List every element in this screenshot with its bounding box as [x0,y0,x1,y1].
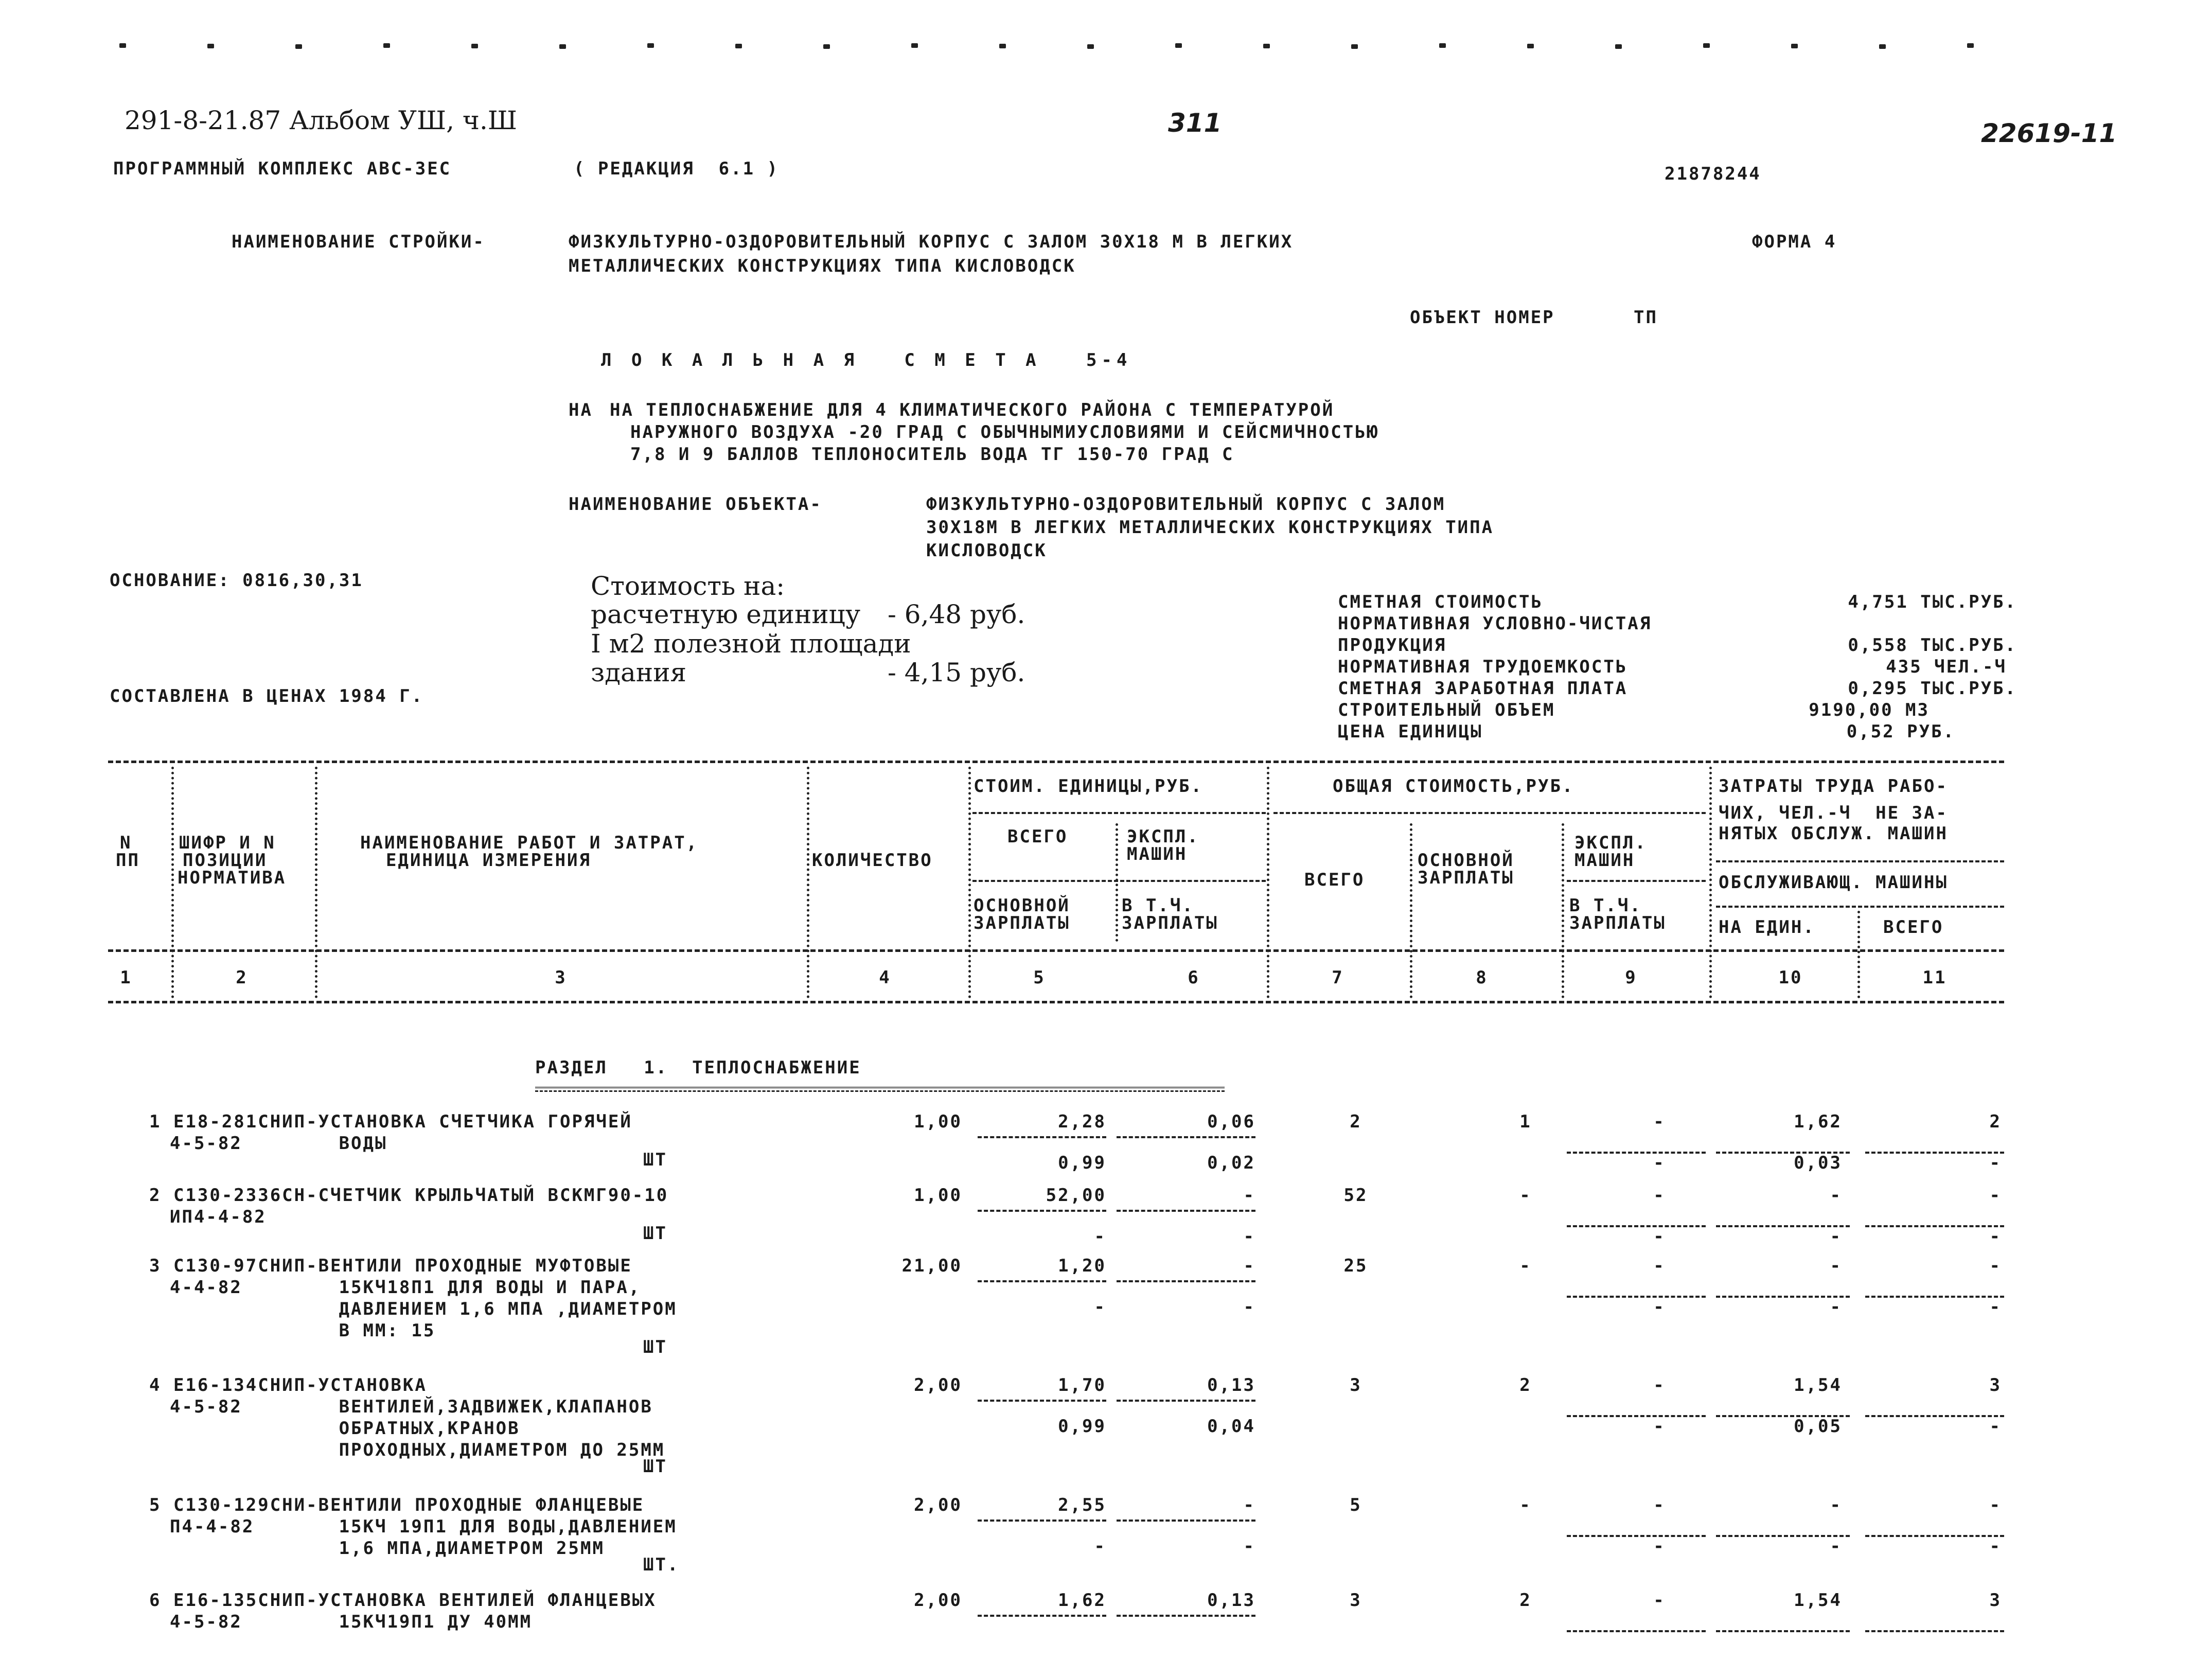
album-reference: 291-8-21.87 Альбом УШ, ч.Ш [125,105,517,135]
row-total-machines: - [1653,1256,1666,1276]
page-number: 311 [1168,108,1222,138]
scan-dot [1527,44,1534,48]
row-title: 4 Е16-134СНИП-УСТАНОВКА [149,1375,427,1396]
object-name-3: КИСЛОВОДСК [926,540,1047,561]
row-labor-machines-total: - [1989,1153,2002,1173]
col-separator [1857,911,1860,998]
row-total-wage: 2 [1519,1590,1532,1611]
row-labor-per-unit: - [1830,1256,1842,1276]
summary-value: 435 ЧЕЛ.-Ч [1886,657,2007,677]
row-unit: ШТ [643,1456,667,1477]
row-labor-per-unit: - [1830,1185,1842,1206]
row-unit: ШТ. [643,1555,680,1575]
row-title: 3 С130-97СНИП-ВЕНТИЛИ ПРОХОДНЫЕ МУФТОВЫЕ [149,1256,632,1276]
head-total-incl-1: В Т.Ч. [1569,895,1642,916]
rule [972,812,1266,814]
row-unit-machines: 0,06 [1207,1111,1255,1132]
cost-note-title: Стоимость на: [591,571,785,601]
row-unit-wage: 0,99 [1058,1416,1106,1437]
row-labor-machines-total: - [1989,1297,2002,1317]
cell-rule [1117,1520,1255,1522]
row-subtitle: ОБРАТНЫХ,КРАНОВ [170,1418,520,1439]
scan-dot [911,43,918,48]
head-labor-1: ЗАТРАТЫ ТРУДА РАБО- [1719,776,1948,797]
col-separator [171,767,174,998]
row-title: 2 С130-2336СН-СЧЕТЧИК КРЫЛЬЧАТЫЙ ВСКМГ90-10 [149,1185,669,1206]
price-year: СОСТАВЛЕНА В ЦЕНАХ 1984 Г. [110,686,424,706]
row-title: 5 С130-129СНИ-ВЕНТИЛИ ПРОХОДНЫЕ ФЛАНЦЕВЫЕ [149,1495,645,1515]
sheet-code: 22619-11 [1981,118,2117,148]
row-labor-total: 3 [1989,1375,2002,1396]
summary-value: 0,52 РУБ. [1846,721,1955,742]
cell-rule [978,1136,1106,1138]
row-unit-cost: 2,55 [1058,1495,1106,1515]
row-total-incl-wage: - [1653,1297,1666,1317]
head-n: N [120,833,132,853]
row-total-machines: - [1653,1111,1666,1132]
row-labor-total: - [1989,1185,2002,1206]
scan-dot [999,44,1006,48]
row-labor-machines-total: - [1989,1536,2002,1557]
scan-dot [1615,44,1622,49]
cell-rule [1117,1615,1255,1617]
row-unit-cost: 52,00 [1046,1185,1106,1206]
row-quantity: 2,00 [914,1590,962,1611]
cost-note-building-label: здания [591,658,687,687]
head-labor-4: ОБСЛУЖИВАЮЩ. МАШИНЫ [1719,872,1948,893]
row-total-machines: - [1653,1590,1666,1611]
cost-note-unit-value: - 6,48 руб. [888,599,1025,629]
cell-rule [978,1210,1106,1212]
object-number-label: ОБЪЕКТ НОМЕР [1410,307,1555,328]
row-unit-wage: - [1094,1536,1106,1557]
column-number: 3 [555,967,567,988]
scan-dot [1087,44,1094,49]
cell-rule [1117,1280,1255,1282]
program-edition: ( РЕДАКЦИЯ 6.1 ) [574,158,779,179]
row-labor-per-unit: 1,54 [1794,1590,1842,1611]
column-number: 10 [1778,967,1803,988]
row-labor-total: 2 [1989,1111,2002,1132]
head-unit-incl-1: В Т.Ч. [1122,895,1194,916]
summary-label: СМЕТНАЯ ЗАРАБОТНАЯ ПЛАТА [1338,678,1628,699]
summary-label: НОРМАТИВНАЯ УСЛОВНО-ЧИСТАЯ [1338,613,1652,634]
cell-rule [1716,1630,1850,1632]
row-subtitle: ДАВЛЕНИЕМ 1,6 МПА ,ДИАМЕТРОМ [170,1299,677,1319]
row-unit-incl-wage: 0,04 [1207,1416,1255,1437]
row-quantity: 21,00 [901,1256,962,1276]
row-unit-cost: 2,28 [1058,1111,1106,1132]
row-labor-machines-unit: 0,05 [1794,1416,1842,1437]
row-total-incl-wage: - [1653,1153,1666,1173]
head-unit-machines-2: МАШИН [1127,844,1188,864]
scan-dot [647,43,654,48]
row-subtitle: П4-4-82 15КЧ 19П1 ДЛЯ ВОДЫ,ДАВЛЕНИЕМ [170,1516,677,1537]
row-labor-machines-total: - [1989,1416,2002,1437]
scan-dot [1703,43,1710,48]
cell-rule [978,1400,1106,1402]
head-total-wage-1: ОСНОВНОЙ [1418,850,1514,871]
row-total-machines: - [1653,1185,1666,1206]
document-id: 21878244 [1665,164,1761,184]
col-separator [1709,767,1712,998]
head-unit-incl-2: ЗАРПЛАТЫ [1122,913,1218,933]
head-unit-machines-1: ЭКСПЛ. [1127,826,1199,847]
row-total-wage: - [1519,1256,1532,1276]
rule [972,880,1266,882]
cost-note-unit-label: расчетную единицу [591,599,861,629]
scan-dot [735,44,742,48]
row-total-incl-wage: - [1653,1536,1666,1557]
scan-dot [1263,44,1270,48]
row-unit-wage: - [1094,1297,1106,1317]
estimate-na-label: НА [569,400,593,420]
project-line-1: ФИЗКУЛЬТУРНО-ОЗДОРОВИТЕЛЬНЫЙ КОРПУС С ЗАЛОМ 30Х18 М В ЛЕГКИХ [569,232,1294,252]
row-total-incl-wage: - [1653,1416,1666,1437]
scan-dot [1175,43,1182,48]
row-quantity: 2,00 [914,1495,962,1515]
row-total-cost: 5 [1350,1495,1362,1515]
summary-label: НОРМАТИВНАЯ ТРУДОЕМКОСТЬ [1338,657,1628,677]
cost-note-area-label: I м2 полезной площади [591,629,911,659]
scan-dot [1791,44,1798,48]
summary-value: 0,558 ТЫС.РУБ. [1848,635,2017,656]
summary-value: 9190,00 М3 [1809,700,1930,720]
head-unit-wage-1: ОСНОВНОЙ [974,895,1070,916]
rule [108,761,2004,763]
cost-note-building-value: - 4,15 руб. [888,658,1025,687]
scan-dot [1879,44,1886,49]
cell-rule [978,1520,1106,1522]
row-unit-machines: 0,13 [1207,1375,1255,1396]
row-title: 6 Е16-135СНИП-УСТАНОВКА ВЕНТИЛЕЙ ФЛАНЦЕВЫХ [149,1590,657,1611]
row-unit-cost: 1,20 [1058,1256,1106,1276]
column-number: 6 [1188,967,1200,988]
row-labor-per-unit: 1,54 [1794,1375,1842,1396]
object-name-2: 30Х18М В ЛЕГКИХ МЕТАЛЛИЧЕСКИХ КОНСТРУКЦИЯХ ТИПА [926,517,1494,538]
project-line-2: МЕТАЛЛИЧЕСКИХ КОНСТРУКЦИЯХ ТИПА КИСЛОВОДСК [569,256,1076,276]
row-total-cost: 2 [1350,1111,1362,1132]
row-total-machines: - [1653,1495,1666,1515]
row-unit: ШТ [643,1223,667,1244]
row-labor-per-unit: 1,62 [1794,1111,1842,1132]
summary-label: СМЕТНАЯ СТОИМОСТЬ [1338,592,1543,612]
column-number: 4 [879,967,891,988]
row-unit-incl-wage: 0,02 [1207,1153,1255,1173]
scan-dot [471,44,478,48]
row-labor-machines-unit: 0,03 [1794,1153,1842,1173]
head-code-3: НОРМАТИВА [178,868,287,888]
row-unit-cost: 1,62 [1058,1590,1106,1611]
row-unit-machines: - [1243,1185,1255,1206]
row-subtitle: ИП4-4-82 [170,1207,267,1227]
row-subtitle: 4-5-82 ВЕНТИЛЕЙ,ЗАДВИЖЕК,КЛАПАНОВ [170,1397,653,1417]
column-number: 7 [1332,967,1344,988]
cell-rule [1865,1630,2004,1632]
summary-label: ЦЕНА ЕДИНИЦЫ [1338,721,1483,742]
row-unit-wage: - [1094,1226,1106,1247]
column-number: 1 [120,967,132,988]
head-name-1: НАИМЕНОВАНИЕ РАБОТ И ЗАТРАТ, [360,833,699,853]
row-total-cost: 25 [1343,1256,1368,1276]
cell-rule [1117,1136,1255,1138]
estimate-desc-3: 7,8 И 9 БАЛЛОВ ТЕПЛОНОСИТЕЛЬ ВОДА ТГ 150-70 ГРАД С [630,444,1234,465]
head-unit-cost: СТОИМ. ЕДИНИЦЫ,РУБ. [974,776,1203,797]
cell-rule [1117,1210,1255,1212]
head-total-incl-2: ЗАРПЛАТЫ [1569,913,1666,933]
scan-dot [1351,44,1358,49]
head-total-wage-2: ЗАРПЛАТЫ [1418,868,1514,888]
row-title: 1 Е18-281СНИП-УСТАНОВКА СЧЕТЧИКА ГОРЯЧЕЙ [149,1111,632,1132]
col-separator [1116,823,1118,942]
rule [1716,860,2004,862]
row-quantity: 1,00 [914,1185,962,1206]
head-code-1: ШИФР И N [179,833,276,853]
row-unit-machines: - [1243,1495,1255,1515]
head-labor-2: ЧИХ, ЧЕЛ.-Ч НЕ ЗА- [1719,803,1948,823]
row-subtitle: 1,6 МПА,ДИАМЕТРОМ 25ММ [170,1538,605,1559]
row-unit-wage: 0,99 [1058,1153,1106,1173]
column-number: 5 [1033,967,1046,988]
project-label: НАИМЕНОВАНИЕ СТРОЙКИ- [232,232,485,252]
head-labor-3: НЯТЫХ ОБСЛУЖ. МАШИН [1719,823,1948,844]
head-labor-total: ВСЕГО [1883,917,1944,938]
row-total-machines: - [1653,1375,1666,1396]
row-subtitle: 4-5-82 ВОДЫ [170,1133,387,1154]
col-separator [1267,767,1269,998]
head-total-all: ВСЕГО [1304,870,1365,890]
head-labor-per-unit: НА ЕДИН. [1719,917,1815,938]
head-total-cost: ОБЩАЯ СТОИМОСТЬ,РУБ. [1333,776,1574,797]
row-quantity: 1,00 [914,1111,962,1132]
row-total-incl-wage: - [1653,1226,1666,1247]
row-total-wage: 2 [1519,1375,1532,1396]
scan-dot [383,43,390,48]
summary-value: 4,751 ТЫС.РУБ. [1848,592,2017,612]
column-number: 8 [1476,967,1488,988]
row-unit-machines: - [1243,1256,1255,1276]
head-quantity: КОЛИЧЕСТВО [812,850,933,871]
col-separator [807,767,809,998]
scan-dot [119,43,126,48]
rule [108,1001,2004,1003]
summary-label: СТРОИТЕЛЬНЫЙ ОБЪЕМ [1338,700,1555,720]
basis: ОСНОВАНИЕ: 0816,30,31 [110,570,363,591]
estimate-desc-2: НАРУЖНОГО ВОЗДУХА -20 ГРАД С ОБЫЧНЫМИУСЛОВИЯМИ И СЕЙСМИЧНОСТЬЮ [630,422,1379,443]
row-subtitle: В ММ: 15 [170,1320,436,1341]
section-title: РАЗДЕЛ 1. ТЕПЛОСНАБЖЕНИЕ [535,1057,861,1078]
row-total-wage: - [1519,1495,1532,1515]
col-separator [1410,823,1412,998]
summary-value: 0,295 ТЫС.РУБ. [1848,678,2017,699]
estimate-desc-1: НА ТЕПЛОСНАБЖЕНИЕ ДЛЯ 4 КЛИМАТИЧЕСКОГО РАЙОНА С ТЕМПЕРАТУРОЙ [610,400,1335,420]
col-separator [315,767,317,998]
row-total-wage: - [1519,1185,1532,1206]
head-code-2: ПОЗИЦИИ [183,850,268,871]
form-number: ФОРМА 4 [1752,232,1837,252]
scan-dot [1439,43,1446,48]
rule [1273,812,1706,814]
section-underline [535,1087,1225,1092]
cell-rule [1117,1400,1255,1402]
row-quantity: 2,00 [914,1375,962,1396]
row-labor-total: 3 [1989,1590,2002,1611]
program-name: ПРОГРАММНЫЙ КОМПЛЕКС АВС-ЗЕС [113,158,452,179]
column-number: 9 [1625,967,1637,988]
rule [108,949,2004,952]
row-unit-incl-wage: - [1243,1226,1255,1247]
cell-rule [978,1615,1106,1617]
scan-dot [295,44,302,49]
row-subtitle: ПРОХОДНЫХ,ДИАМЕТРОМ ДО 25ММ [170,1440,665,1460]
cell-rule [1567,1630,1706,1632]
object-name-label: НАИМЕНОВАНИЕ ОБЪЕКТА- [569,494,822,515]
row-unit-machines: 0,13 [1207,1590,1255,1611]
column-number: 11 [1922,967,1947,988]
row-labor-machines-unit: - [1830,1297,1842,1317]
row-total-wage: 1 [1519,1111,1532,1132]
object-number-value: ТП [1634,307,1658,328]
row-labor-machines-total: - [1989,1226,2002,1247]
row-unit-incl-wage: - [1243,1297,1255,1317]
summary-label: ПРОДУКЦИЯ [1338,635,1447,656]
row-unit-incl-wage: - [1243,1536,1255,1557]
row-total-cost: 3 [1350,1375,1362,1396]
head-unit-wage-2: ЗАРПЛАТЫ [974,913,1070,933]
row-labor-total: - [1989,1495,2002,1515]
col-separator [1562,823,1564,998]
row-labor-per-unit: - [1830,1495,1842,1515]
head-pp: ПП [116,850,140,871]
scan-dot [823,44,830,49]
row-labor-machines-unit: - [1830,1536,1842,1557]
scan-dot [559,44,566,49]
row-total-cost: 3 [1350,1590,1362,1611]
head-total-machines-2: МАШИН [1574,850,1635,871]
row-subtitle: 4-4-82 15КЧ18П1 ДЛЯ ВОДЫ И ПАРА, [170,1277,641,1298]
estimate-title: Л О К А Л Ь Н А Я С М Е Т А 5-4 [601,350,1132,370]
row-labor-total: - [1989,1256,2002,1276]
scan-dot [207,44,214,48]
column-number: 2 [236,967,248,988]
col-separator [968,767,971,998]
row-total-cost: 52 [1343,1185,1368,1206]
row-subtitle: 4-5-82 15КЧ19П1 ДУ 40ММ [170,1612,533,1632]
row-unit: ШТ [643,1150,667,1170]
cell-rule [978,1280,1106,1282]
rule [1716,906,2004,908]
scan-dot [1967,43,1974,48]
row-labor-machines-unit: - [1830,1226,1842,1247]
head-total-machines-1: ЭКСПЛ. [1574,833,1647,853]
object-name-1: ФИЗКУЛЬТУРНО-ОЗДОРОВИТЕЛЬНЫЙ КОРПУС С ЗАЛОМ [926,494,1446,515]
rule [1567,880,1706,882]
row-unit: ШТ [643,1337,667,1357]
head-unit-total: ВСЕГО [1007,826,1068,847]
row-unit-cost: 1,70 [1058,1375,1106,1396]
head-name-2: ЕДИНИЦА ИЗМЕРЕНИЯ [386,850,591,871]
